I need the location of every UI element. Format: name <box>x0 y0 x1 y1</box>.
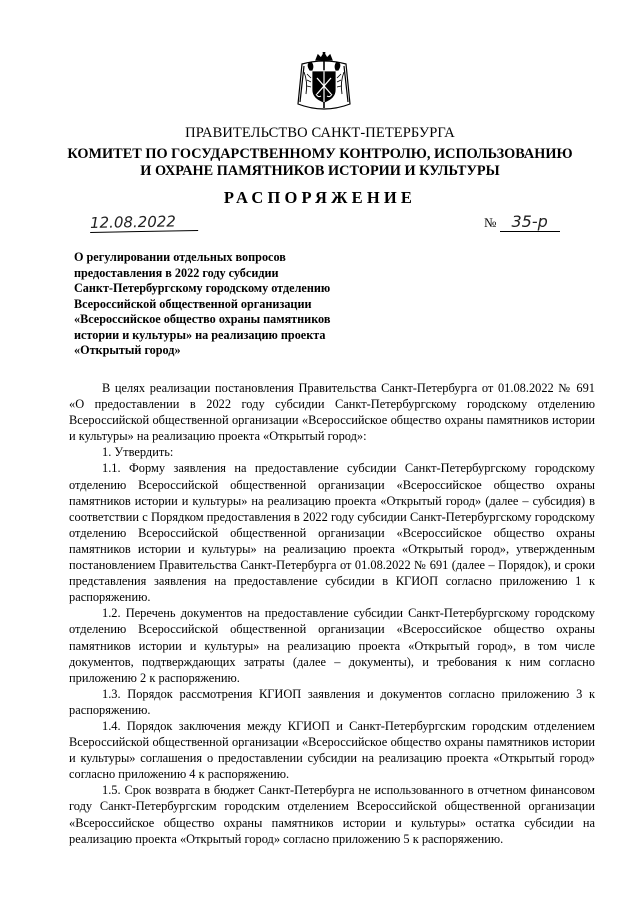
subject-line: предоставления в 2022 году субсидии <box>74 265 279 280</box>
document-type: РАСПОРЯЖЕНИЕ <box>223 188 417 207</box>
committee-title-line-1: КОМИТЕТ ПО ГОСУДАРСТВЕННОМУ КОНТРОЛЮ, ИСПОЛЬЗОВАНИЮ <box>67 146 573 162</box>
document-subject <box>74 250 404 359</box>
committee-title <box>0 146 640 180</box>
government-title: ПРАВИТЕЛЬСТВО САНКТ-ПЕТЕРБУРГА <box>185 125 455 141</box>
subject-line: «Открытый город» <box>74 343 181 357</box>
number-value: 35-р <box>500 213 560 232</box>
paragraph-1-1: 1.1. Форму заявления на предоставление субсидии Санкт-Петербургскому городскому отделению Всероссийской общественной организации «Всероссийское общество охраны памятников истории и культуры» на реализацию проекта «Открытый город» (далее – субсидия) в соответствии с Порядком предоставления в 2022 году субсидии Санкт-Петербургскому городскому отделению Всероссийской общественной организации «Всероссийское общество охраны памятников истории и культуры» на реализацию проекта «Открытый город», утвержденным постановлением Правительства Санкт-Петербурга от 01.08.2022 № 691 (далее – Порядок), и сроки представления заявления на предоставление субсидии в КГИОП согласно приложению 1 к распоряжению. <box>69 461 595 605</box>
paragraph-1: 1. Утвердить: <box>102 445 174 460</box>
subject-line: О регулировании отдельных вопросов <box>74 250 286 264</box>
coat-of-arms-icon <box>296 52 352 114</box>
paragraph-1-5: 1.5. Срок возврата в бюджет Санкт-Петербурга не использованного в отчетном финансовом году Санкт-Петербургским городским отделением Всероссийской общественной организации «Всероссийское общество охраны памятников истории и культуры» остатка субсидии на реализацию проекта «Открытый город» согласно приложению 5 к распоряжению. <box>69 783 595 846</box>
paragraph-preamble: В целях реализации постановления Правительства Санкт-Петербурга от 01.08.2022 № 691 «О предоставлении в 2022 году субсидии Санкт-Петербургскому городскому отделению Всероссийской общественной организации «Всероссийское общество охраны памятников истории и культуры» на реализацию проекта «Открытый город»: <box>69 381 595 444</box>
document-date: 12.08.2022 <box>90 212 198 233</box>
subject-line: Санкт-Петербургскому городскому отделению <box>74 281 331 295</box>
paragraph-1-2: 1.2. Перечень документов на предоставление субсидии Санкт-Петербургскому городскому отделению Всероссийской общественной организации «Всероссийское общество охраны памятников истории и культуры» на реализацию проекта «Открытый город», в том числе документов, подтверждающих затраты (далее – документы), и требования к ним согласно приложению 2 к распоряжению. <box>69 606 595 685</box>
document-number <box>484 213 560 232</box>
committee-title-line-2: И ОХРАНЕ ПАМЯТНИКОВ ИСТОРИИ И КУЛЬТУРЫ <box>140 163 500 179</box>
paragraph-1-4: 1.4. Порядок заключения между КГИОП и Санкт-Петербургским городским отделением Всероссийской общественной организации «Всероссийское общество охраны памятников истории и культуры» соглашения о предоставлении субсидии на реализацию проекта «Открытый город» согласно приложению 4 к распоряжению. <box>69 718 595 782</box>
document-body <box>69 380 595 847</box>
subject-line: «Всероссийское общество охраны памятников <box>74 312 331 326</box>
paragraph-1-3: 1.3. Порядок рассмотрения КГИОП заявления и документов согласно приложению 3 к распоряжению. <box>69 686 595 717</box>
number-label: № <box>484 215 497 230</box>
subject-line: Всероссийской общественной организации <box>74 296 312 311</box>
subject-line: истории и культуры» на реализацию проекта <box>74 327 326 342</box>
